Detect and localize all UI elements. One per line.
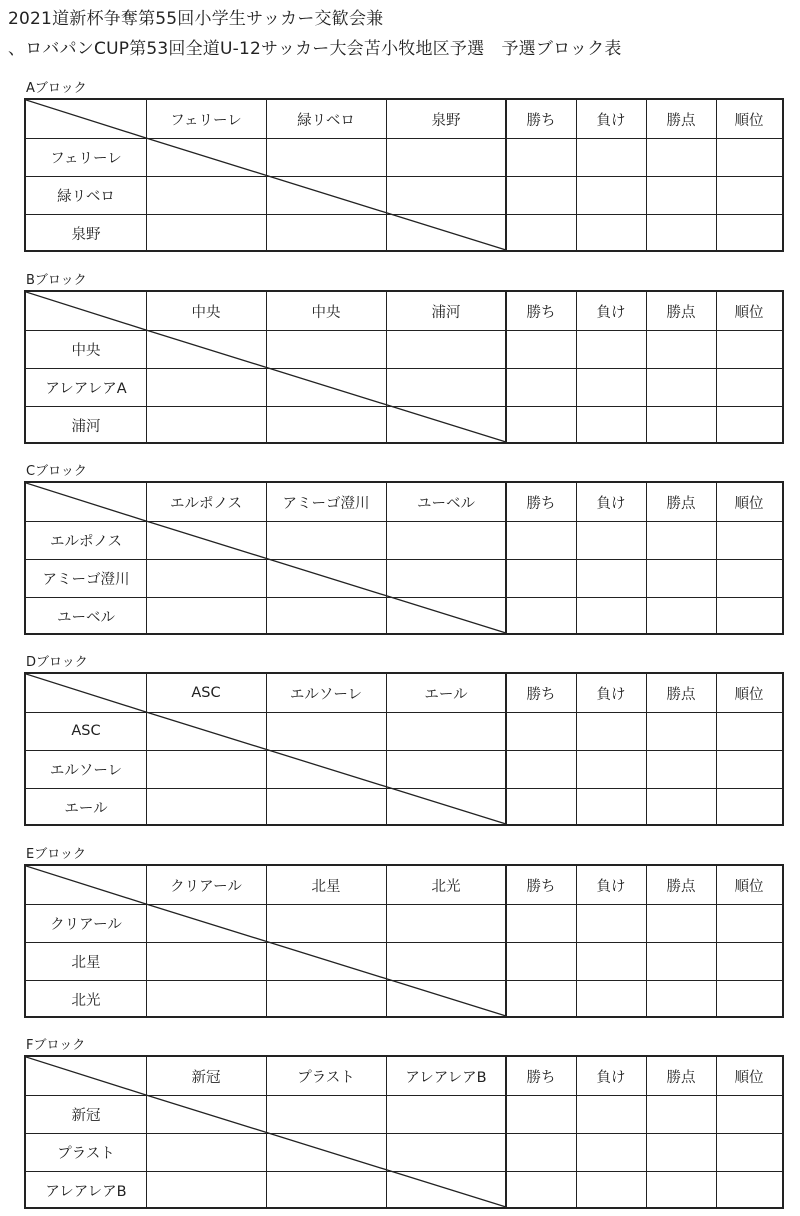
stat-header: 順位 (734, 686, 764, 703)
block-table (24, 864, 784, 1018)
stat-header: 勝ち (526, 112, 556, 129)
column-team-header: エルソーレ (289, 686, 363, 703)
column-team-header: プラスト (297, 1069, 355, 1086)
row-team-label: 北光 (71, 992, 101, 1009)
document-title-line-2: 、ロバパンCUP第53回全道U-12サッカー大会苫小牧地区予選 予選ブロック表 (8, 39, 622, 59)
diagonal-line (26, 100, 146, 138)
block-table (24, 672, 784, 826)
block-label: Fブロック (26, 1038, 86, 1053)
diagonal-line (146, 138, 506, 250)
block-label: Cブロック (26, 464, 87, 479)
column-team-header: 新冠 (191, 1069, 221, 1086)
row-team-label: エルポノス (50, 533, 122, 550)
block-label: Aブロック (26, 81, 87, 96)
row-team-label: 浦河 (71, 418, 101, 435)
stat-header: 負け (596, 1069, 626, 1086)
row-team-label: アレアレアB (45, 1183, 127, 1200)
column-team-header: アレアレアB (405, 1069, 487, 1086)
stat-header: 勝ち (526, 304, 556, 321)
stat-header: 勝点 (666, 878, 696, 895)
diagonal-line (146, 1095, 506, 1207)
stat-header: 勝点 (666, 495, 696, 512)
diagonal-line (26, 674, 146, 712)
column-team-header: 北光 (431, 878, 461, 895)
row-team-label: 中央 (71, 342, 101, 359)
stat-header: 負け (596, 495, 626, 512)
stat-header: 勝ち (526, 686, 556, 703)
stat-header: 勝点 (666, 304, 696, 321)
stat-header: 順位 (734, 878, 764, 895)
row-team-label: エルソーレ (49, 762, 123, 779)
stat-header: 負け (596, 112, 626, 129)
column-team-header: ASC (191, 685, 221, 701)
diagonal-line (146, 712, 506, 824)
block-table (24, 98, 784, 252)
stat-header: 順位 (734, 495, 764, 512)
stat-header: 順位 (734, 1069, 764, 1086)
column-team-header: エルポノス (170, 495, 242, 512)
diagonal-line (26, 292, 146, 330)
column-team-header: 北星 (311, 878, 341, 895)
column-team-header: フェリーレ (170, 112, 242, 129)
row-team-label: エール (64, 800, 108, 817)
block-table (24, 290, 784, 444)
row-team-label: 北星 (71, 954, 101, 971)
row-team-label: プラスト (57, 1145, 115, 1162)
column-team-header: 中央 (191, 304, 221, 321)
column-team-header: 中央 (311, 304, 341, 321)
diagonal-line (146, 904, 506, 1016)
column-team-header: 緑リベロ (297, 112, 355, 129)
stat-header: 勝点 (666, 1069, 696, 1086)
row-team-label: ユーベル (57, 609, 115, 626)
row-team-label: アレアレアA (45, 380, 127, 397)
row-team-label: 緑リベロ (57, 188, 115, 205)
stat-header: 順位 (734, 304, 764, 321)
row-team-label: 新冠 (71, 1107, 101, 1124)
diagonal-line (26, 1057, 146, 1095)
row-team-label: 泉野 (71, 226, 101, 243)
stat-header: 負け (596, 304, 626, 321)
stat-header: 勝点 (666, 112, 696, 129)
diagonal-line (146, 521, 506, 633)
column-team-header: 浦河 (431, 304, 461, 321)
diagonal-line (146, 330, 506, 442)
column-team-header: 泉野 (431, 112, 461, 129)
stat-header: 負け (596, 686, 626, 703)
row-team-label: アミーゴ澄川 (42, 571, 130, 588)
row-team-label: クリアール (50, 916, 122, 933)
stat-header: 負け (596, 878, 626, 895)
block-label: Eブロック (26, 847, 86, 862)
column-team-header: ユーベル (417, 495, 475, 512)
diagonal-line (26, 483, 146, 521)
column-team-header: エール (424, 686, 468, 703)
row-team-label: ASC (71, 723, 101, 739)
block-label: Bブロック (26, 273, 87, 288)
column-team-header: アミーゴ澄川 (282, 495, 370, 512)
stat-header: 順位 (734, 112, 764, 129)
stat-header: 勝点 (666, 686, 696, 703)
diagonal-line (26, 866, 146, 904)
stat-header: 勝ち (526, 1069, 556, 1086)
block-label: Dブロック (26, 655, 88, 670)
document-title-line-1: 2021道新杯争奪第55回小学生サッカー交歓会兼 (8, 9, 384, 29)
stat-header: 勝ち (526, 495, 556, 512)
block-table (24, 1055, 784, 1209)
block-table (24, 481, 784, 635)
stat-header: 勝ち (526, 878, 556, 895)
column-team-header: クリアール (170, 878, 242, 895)
row-team-label: フェリーレ (50, 150, 122, 167)
